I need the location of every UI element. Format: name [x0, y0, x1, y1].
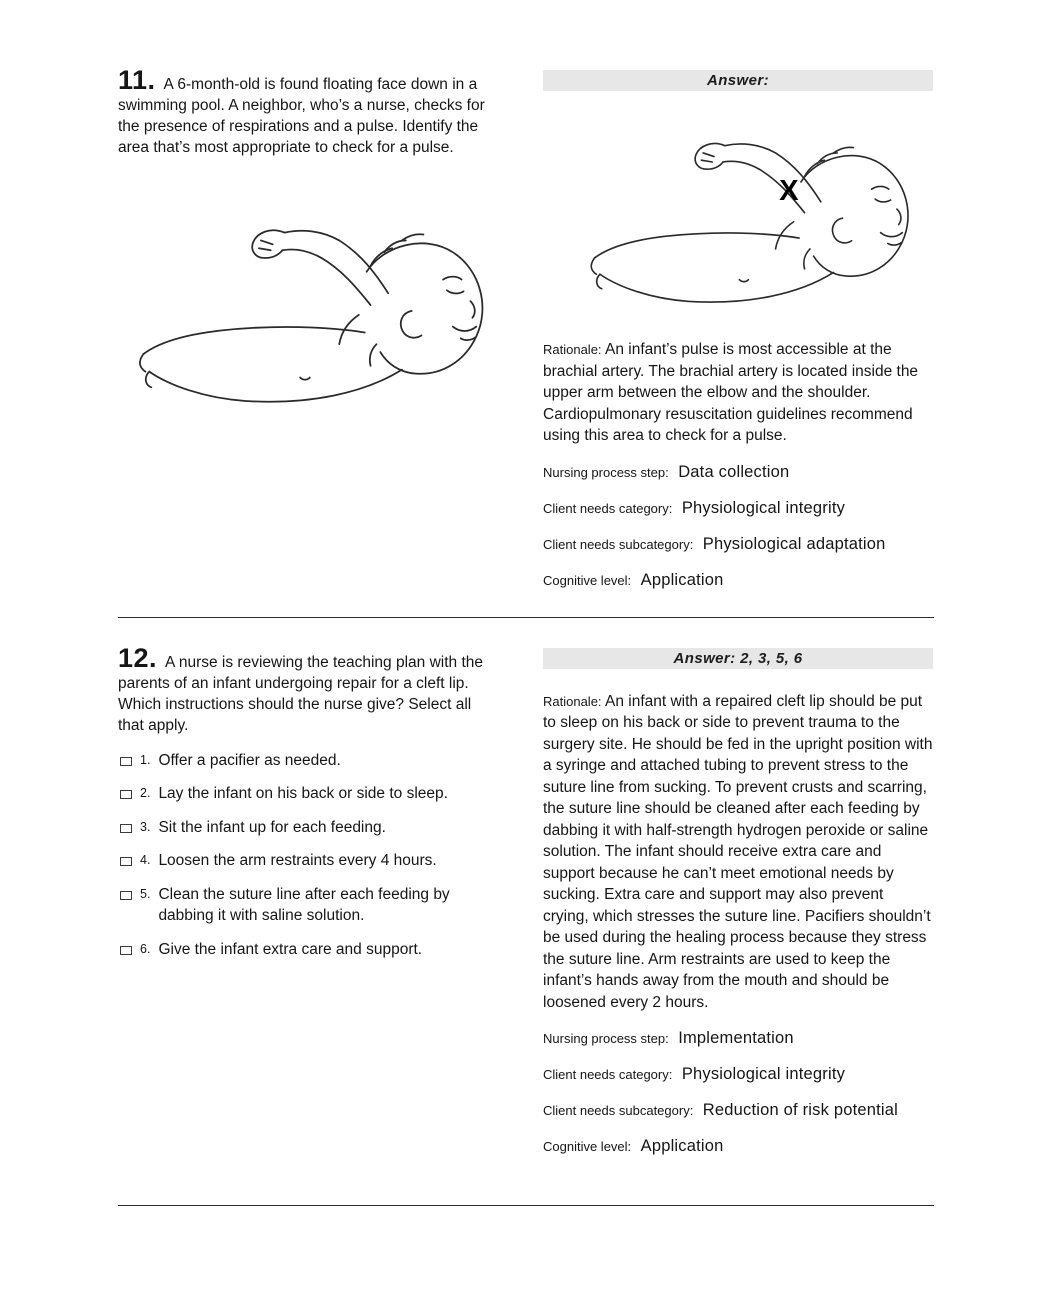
classification-row [543, 462, 933, 483]
option-row [118, 750, 501, 772]
classification-value: Application [640, 1137, 724, 1155]
rationale [543, 339, 933, 447]
option-number: 1. [140, 752, 151, 767]
classification-value: Implementation [678, 1029, 794, 1047]
classification-row [543, 1136, 933, 1157]
classification-label: Client needs subcategory: [543, 536, 694, 552]
answer-infant-illustration [571, 101, 933, 333]
classification-label: Client needs category: [543, 500, 673, 516]
option-number: 5. [140, 886, 151, 901]
classification-row [543, 498, 933, 519]
classification-label: Nursing process step: [543, 1031, 669, 1046]
option-number: 3. [140, 819, 151, 834]
answer-header: Answer: 2, 3, 5, 6 [543, 648, 933, 669]
rationale-text: An infant with a repaired cleft lip should be put to sleep on his back or side to prevent trauma to the surgery site. He should be fed in the upright position with a syringe and attached tubing to prevent stress to the suture line from sucking. To prevent crusts and scarring, the suture line should be cleaned after each feeding by dabbing it with half-strength hydrogen peroxide or saline solution. The infant should receive extra care and support because he can’t meet emotional needs by sucking. Extra care and support may also prevent crying, which stresses the suture line. Pacifiers shouldn’t be used during the healing process because they stress the suture line. Arm restraints are used to keep the infant’s hands away from the mouth and should be loosened every 2 hours. [543, 692, 933, 1011]
rationale [543, 691, 933, 1014]
section-divider [118, 617, 934, 618]
option-row [118, 884, 501, 927]
supine-infant-drawing-with-marker [571, 101, 915, 328]
option-row [118, 783, 501, 805]
classification-label: Cognitive level: [543, 1139, 632, 1154]
classification-row [543, 1100, 933, 1121]
checkbox-icon [120, 790, 132, 799]
option-row [118, 817, 501, 839]
option-text: Clean the suture line after each feeding by dabbing it with saline solution. [158, 885, 450, 924]
supine-infant-drawing [118, 184, 490, 430]
question-12-text: A nurse is reviewing the teaching plan with the parents of an infant undergoing repair for a cleft lip. Which instructions should the nurse give? Select all that apply. [118, 653, 483, 734]
answer-options-list [118, 750, 501, 961]
option-text: Sit the infant up for each feeding. [158, 818, 386, 836]
classification-row [543, 1064, 933, 1085]
pulse-location-marker: X [779, 175, 799, 208]
question-11-text: A 6-month-old is found floating face down in a swimming pool. A neighbor, who’s a nurse, checks for the presence of respirations and a pulse. Identify the area that’s most appropriate to check for a pulse. [118, 76, 485, 156]
option-text: Lay the infant on his back or side to sleep. [158, 785, 448, 802]
option-row [118, 939, 501, 961]
option-number: 2. [140, 786, 151, 800]
option-row [118, 850, 501, 872]
classification-value: Physiological integrity [681, 1065, 846, 1083]
question-12-column [118, 642, 501, 1158]
infant-illustration [118, 184, 501, 430]
answer-12-column [543, 648, 933, 1158]
classification-label: Nursing process step: [543, 464, 669, 480]
question-11-column [118, 65, 501, 591]
question-11-section [118, 65, 933, 591]
question-12-number: 12. [118, 642, 158, 673]
classification-value: Physiological integrity [681, 498, 846, 517]
rationale-label: Rationale: [543, 693, 602, 709]
classification-row [543, 534, 933, 555]
classification-value: Physiological adaptation [702, 534, 886, 553]
question-12-section [118, 642, 933, 1158]
checkbox-icon [120, 824, 132, 833]
checkbox-icon [120, 946, 132, 955]
question-11 [118, 65, 501, 158]
classification-row [543, 570, 933, 591]
classification-label: Client needs category: [543, 1067, 673, 1082]
checkbox-icon [120, 757, 132, 766]
classification-row [543, 1028, 933, 1049]
checkbox-icon [120, 857, 132, 866]
page-bottom-rule [118, 1205, 934, 1206]
question-11-number: 11. [118, 65, 156, 95]
rationale-label: Rationale: [543, 342, 602, 357]
option-text: Offer a pacifier as needed. [158, 751, 341, 769]
classification-label: Cognitive level: [543, 572, 632, 588]
option-number: 4. [140, 853, 151, 867]
rationale-text: An infant’s pulse is most accessible at the brachial artery. The brachial artery is located inside the upper arm between the elbow and the shoulder. Cardiopulmonary resuscitation guidelines recommend using this area to check for a pulse. [543, 341, 919, 444]
classification-label: Client needs subcategory: [543, 1103, 694, 1118]
option-number: 6. [140, 941, 151, 956]
classification-value: Data collection [678, 462, 790, 481]
answer-header: Answer: [543, 70, 933, 91]
answer-11-column [543, 70, 933, 591]
classification-value: Application [640, 570, 724, 589]
option-text: Loosen the arm restraints every 4 hours. [158, 852, 437, 869]
checkbox-icon [120, 891, 132, 900]
classification-value: Reduction of risk potential [702, 1101, 899, 1119]
question-12 [118, 642, 501, 736]
option-text: Give the infant extra care and support. [158, 940, 423, 958]
